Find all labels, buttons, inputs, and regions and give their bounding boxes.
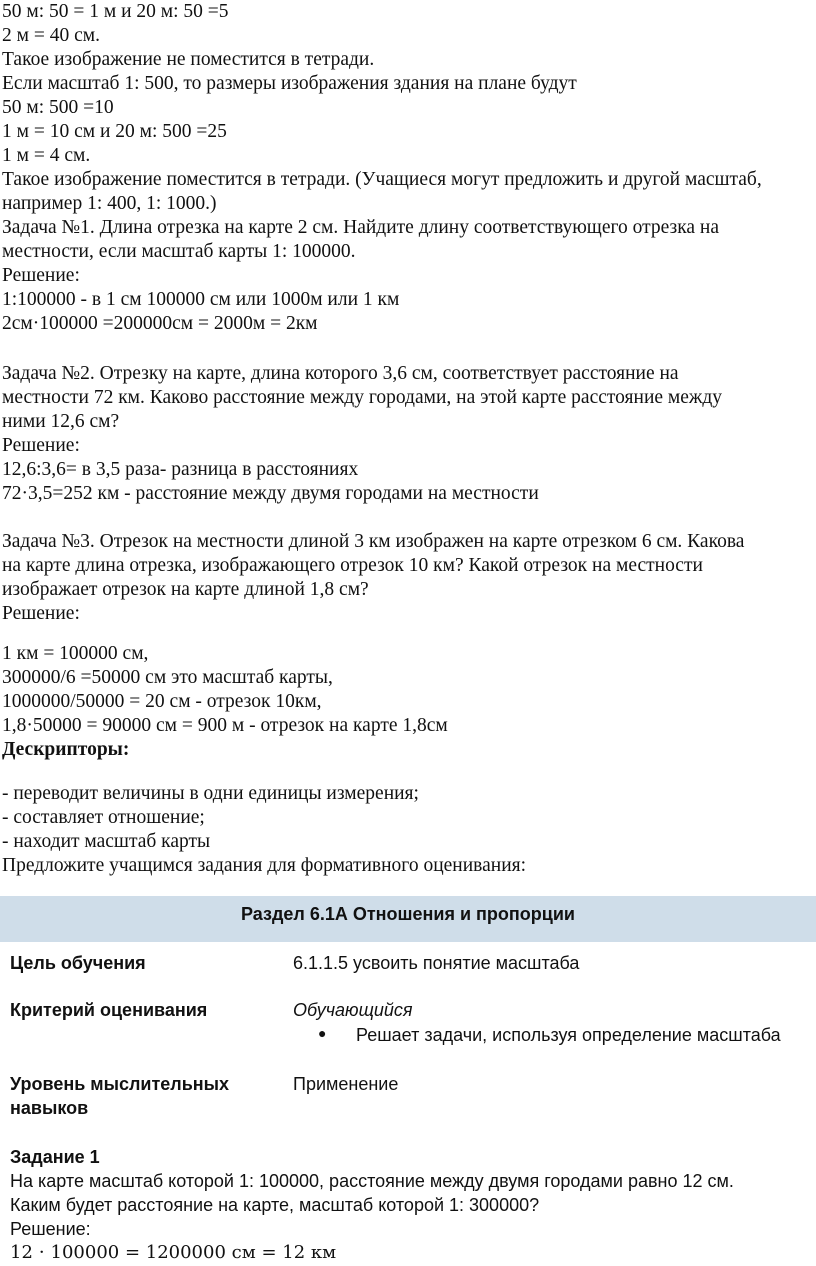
criterion-learner: Обучающийся bbox=[293, 1000, 413, 1020]
criterion-label: Критерий оценивания bbox=[10, 1000, 208, 1020]
level-value: Применение bbox=[293, 1074, 399, 1094]
task-heading: Задача №3. Отрезок на местности длиной 3 км изображен на карте отрезком 6 см. Какова bbox=[2, 531, 745, 552]
goal-label: Цель обучения bbox=[10, 953, 146, 973]
descriptor-item: - переводит величины в одни единицы измерения; bbox=[2, 783, 419, 804]
task1-text-line: Каким будет расстояние на карте, масштаб которой 1: 300000? bbox=[10, 1195, 540, 1215]
level-label-line2: навыков bbox=[10, 1098, 89, 1118]
text-line: 1 км = 100000 см, bbox=[2, 643, 149, 664]
task1-formula: 12 ⋅ 100000 = 1200000 см = 12 км bbox=[10, 1242, 337, 1263]
goal-value: 6.1.1.5 усвоить понятие масштаба bbox=[293, 953, 580, 973]
criterion-bullet-text: Решает задачи, используя определение масштаба bbox=[356, 1025, 781, 1045]
bullet-icon: ● bbox=[318, 1027, 327, 1042]
text-line: например 1: 400, 1: 1000.) bbox=[2, 193, 217, 214]
text-line: Предложите учащимся задания для формативного оценивания: bbox=[2, 855, 527, 876]
text-line: 1000000/50000 = 20 см - отрезок 10км, bbox=[2, 691, 322, 712]
text-line: Такое изображение поместится в тетради. (Учащиеся могут предложить и другой масштаб, bbox=[2, 169, 762, 190]
task-heading: Задача №2. Отрезку на карте, длина которого 3,6 см, соответствует расстояние на bbox=[2, 363, 679, 384]
task1-solution-label: Решение: bbox=[10, 1219, 91, 1239]
text-line: 50 м: 50 = 1 м и 20 м: 50 =5 bbox=[2, 1, 229, 22]
descriptors-heading: Дескрипторы: bbox=[2, 739, 130, 760]
text-line: 1:100000 - в 1 см 100000 см или 1000м или 1 км bbox=[2, 289, 400, 310]
text-line: изображает отрезок на карте длиной 1,8 см? bbox=[2, 579, 369, 600]
descriptor-item: - находит масштаб карты bbox=[2, 831, 211, 852]
solution-label: Решение: bbox=[2, 603, 80, 624]
level-label-line1: Уровень мыслительных bbox=[10, 1074, 230, 1094]
text-line: местности, если масштаб карты 1: 100000. bbox=[2, 241, 356, 262]
text-line: 1 м = 4 см. bbox=[2, 145, 91, 166]
text-line: 2 м = 40 см. bbox=[2, 25, 100, 46]
solution-label: Решение: bbox=[2, 265, 80, 286]
task-heading: Задача №1. Длина отрезка на карте 2 см. Найдите длину соответствующего отрезка на bbox=[2, 217, 720, 238]
text-line: 12,6:3,6= в 3,5 раза- разница в расстояниях bbox=[2, 459, 359, 480]
text-line: 300000/6 =50000 см это масштаб карты, bbox=[2, 667, 333, 688]
text-line: на карте длина отрезка, изображающего отрезок 10 км? Какой отрезок на местности bbox=[2, 555, 703, 576]
task1-text-line: На карте масштаб которой 1: 100000, расстояние между двумя городами равно 12 см. bbox=[10, 1171, 734, 1191]
text-line: ними 12,6 см? bbox=[2, 411, 120, 432]
text-line: Такое изображение не поместится в тетради. bbox=[2, 49, 375, 70]
section-title: Раздел 6.1А Отношения и пропорции bbox=[241, 904, 575, 924]
task1-title: Задание 1 bbox=[10, 1147, 100, 1167]
text-line: Если масштаб 1: 500, то размеры изображения здания на плане будут bbox=[2, 73, 577, 94]
text-line: 2см·100000 =200000см = 2000м = 2км bbox=[2, 313, 318, 334]
descriptor-item: - составляет отношение; bbox=[2, 807, 205, 828]
text-line: 50 м: 500 =10 bbox=[2, 97, 114, 118]
text-line: 72·3,5=252 км - расстояние между двумя городами на местности bbox=[2, 483, 539, 504]
text-line: 1,8·50000 = 90000 см = 900 м - отрезок на карте 1,8см bbox=[2, 715, 448, 736]
text-line: 1 м = 10 см и 20 м: 500 =25 bbox=[2, 121, 227, 142]
solution-label: Решение: bbox=[2, 435, 80, 456]
text-line: местности 72 км. Каково расстояние между городами, на этой карте расстояние между bbox=[2, 387, 723, 408]
